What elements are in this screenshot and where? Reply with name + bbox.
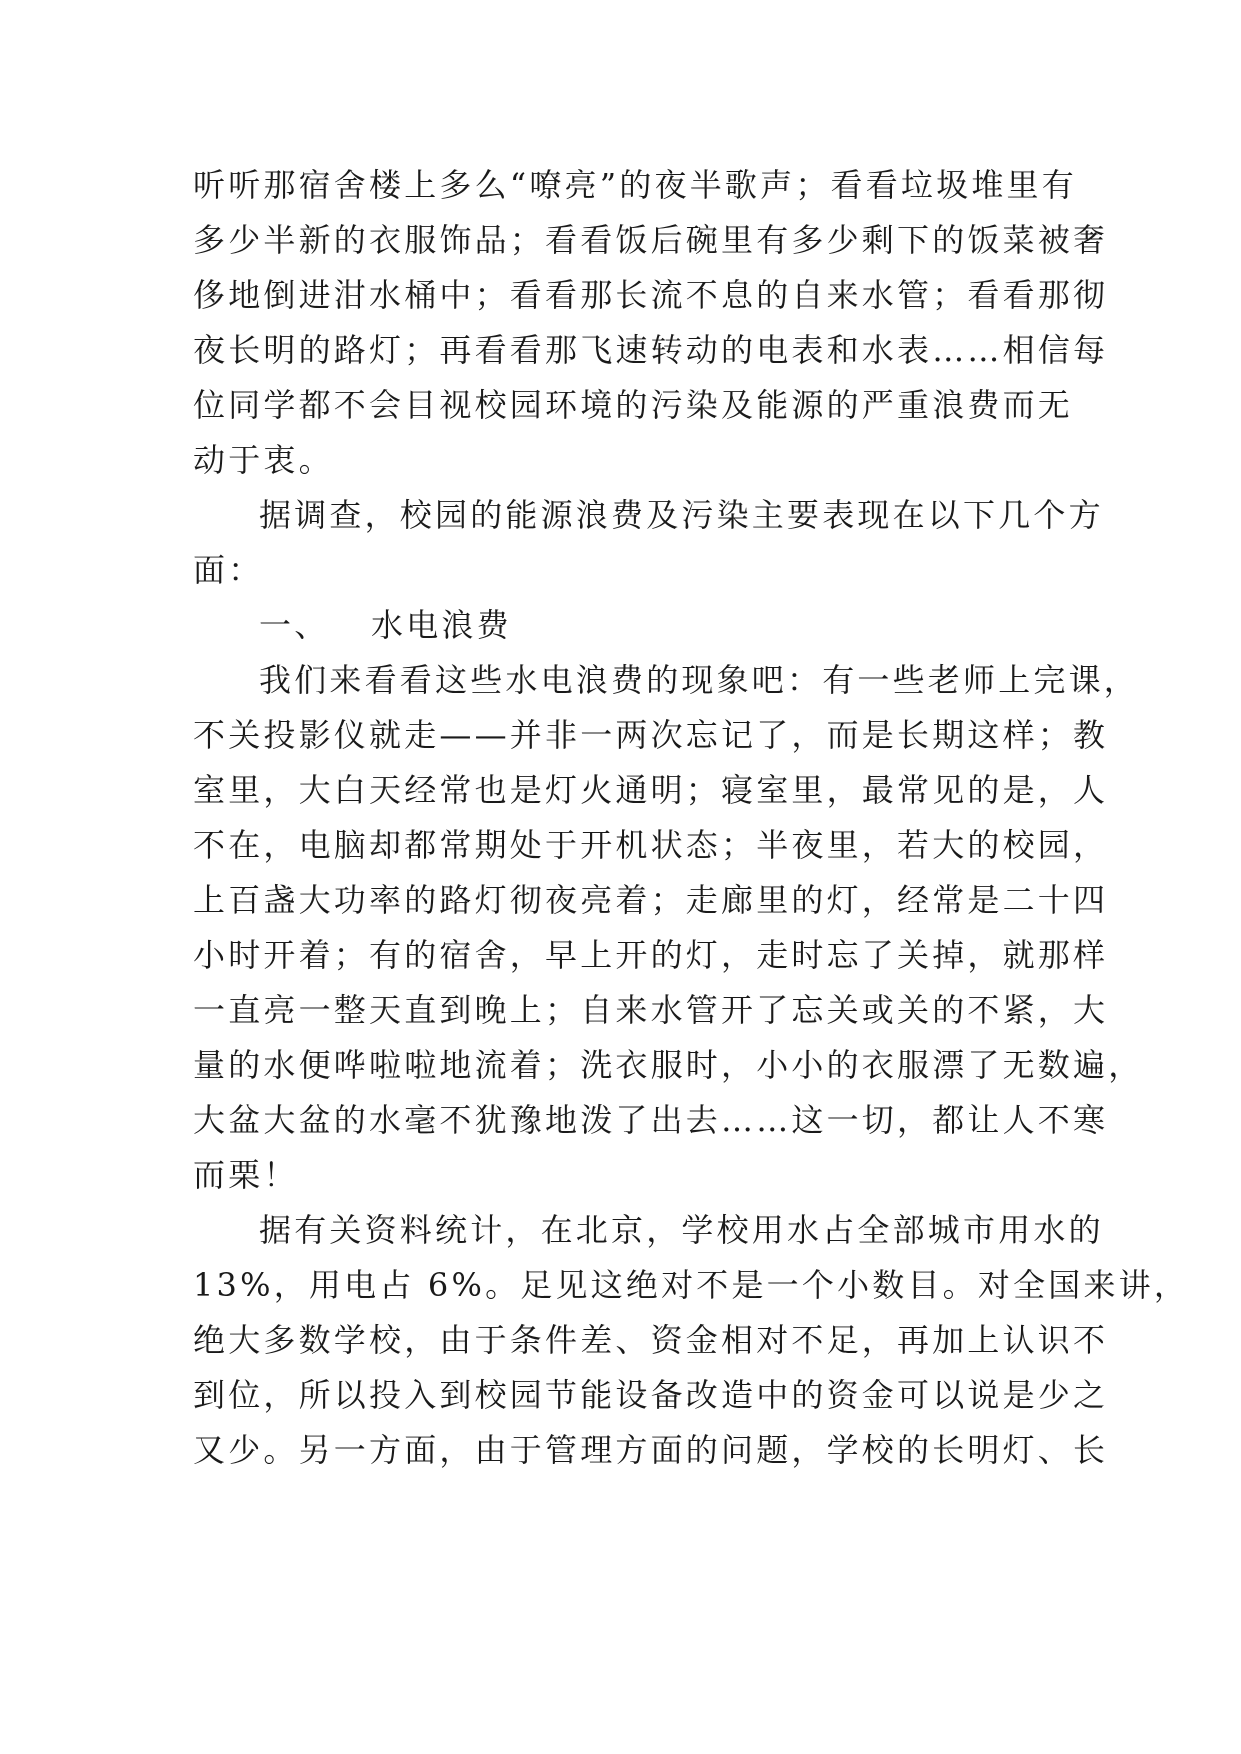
text-line: 面： — [193, 551, 264, 589]
section-heading-number: 一、 — [259, 606, 330, 644]
text-line: 大盆大盆的水毫不犹豫地泼了出去……这一切，都让人不寒 — [193, 1101, 1109, 1139]
text-line: 夜长明的路灯；再看看那飞速转动的电表和水表……相信每 — [193, 331, 1109, 369]
paragraph-2 — [193, 488, 1104, 598]
text-line: 到位，所以投入到校园节能设备改造中的资金可以说是少之 — [193, 1376, 1109, 1414]
text-line: 上百盏大功率的路灯彻夜亮着；走廊里的灯，经常是二十四 — [193, 881, 1109, 919]
text-line: 又少。另一方面，由于管理方面的问题，学校的长明灯、长 — [193, 1431, 1109, 1469]
text-line: 侈地倒进泔水桶中；看看那长流不息的自来水管；看看那彻 — [193, 276, 1109, 314]
text-line: 动于衷。 — [193, 441, 334, 479]
section-heading — [193, 598, 1053, 653]
text-line: 位同学都不会目视校园环境的污染及能源的严重浪费而无 — [193, 386, 1074, 424]
text-line: 不关投影仪就走——并非一两次忘记了，而是长期这样；教 — [193, 716, 1109, 754]
text-line: 据调查，校园的能源浪费及污染主要表现在以下几个方 — [259, 496, 1104, 534]
text-line: 一直亮一整天直到晚上；自来水管开了忘关或关的不紧，大 — [193, 991, 1109, 1029]
text-line: 据有关资料统计，在北京，学校用水占全部城市用水的 — [259, 1211, 1104, 1249]
text-line: 量的水便哗啦啦地流着；洗衣服时，小小的衣服漂了无数遍， — [193, 1046, 1144, 1084]
document-body — [193, 158, 1190, 1478]
text-line: 不在，电脑却都常期处于开机状态；半夜里，若大的校园， — [193, 826, 1109, 864]
text-line: 而栗！ — [193, 1156, 299, 1194]
text-line: 室里，大白天经常也是灯火通明；寝室里，最常见的是，人 — [193, 771, 1109, 809]
paragraph-3 — [193, 653, 1144, 1203]
paragraph-4 — [193, 1203, 1190, 1478]
text-line: 13%，用电占 6%。足见这绝对不是一个小数目。对全国来讲， — [193, 1266, 1190, 1304]
text-line: 绝大多数学校，由于条件差、资金相对不足，再加上认识不 — [193, 1321, 1109, 1359]
text-line: 小时开着；有的宿舍，早上开的灯，走时忘了关掉，就那样 — [193, 936, 1109, 974]
text-line: 听听那宿舍楼上多么“嘹亮”的夜半歌声；看看垃圾堆里有 — [193, 166, 1077, 204]
paragraph-1 — [193, 158, 1109, 488]
text-line: 多少半新的衣服饰品；看看饭后碗里有多少剩下的饭菜被奢 — [193, 221, 1109, 259]
text-line: 我们来看看这些水电浪费的现象吧：有一些老师上完课， — [259, 661, 1140, 699]
section-heading-text: 水电浪费 — [371, 606, 512, 644]
